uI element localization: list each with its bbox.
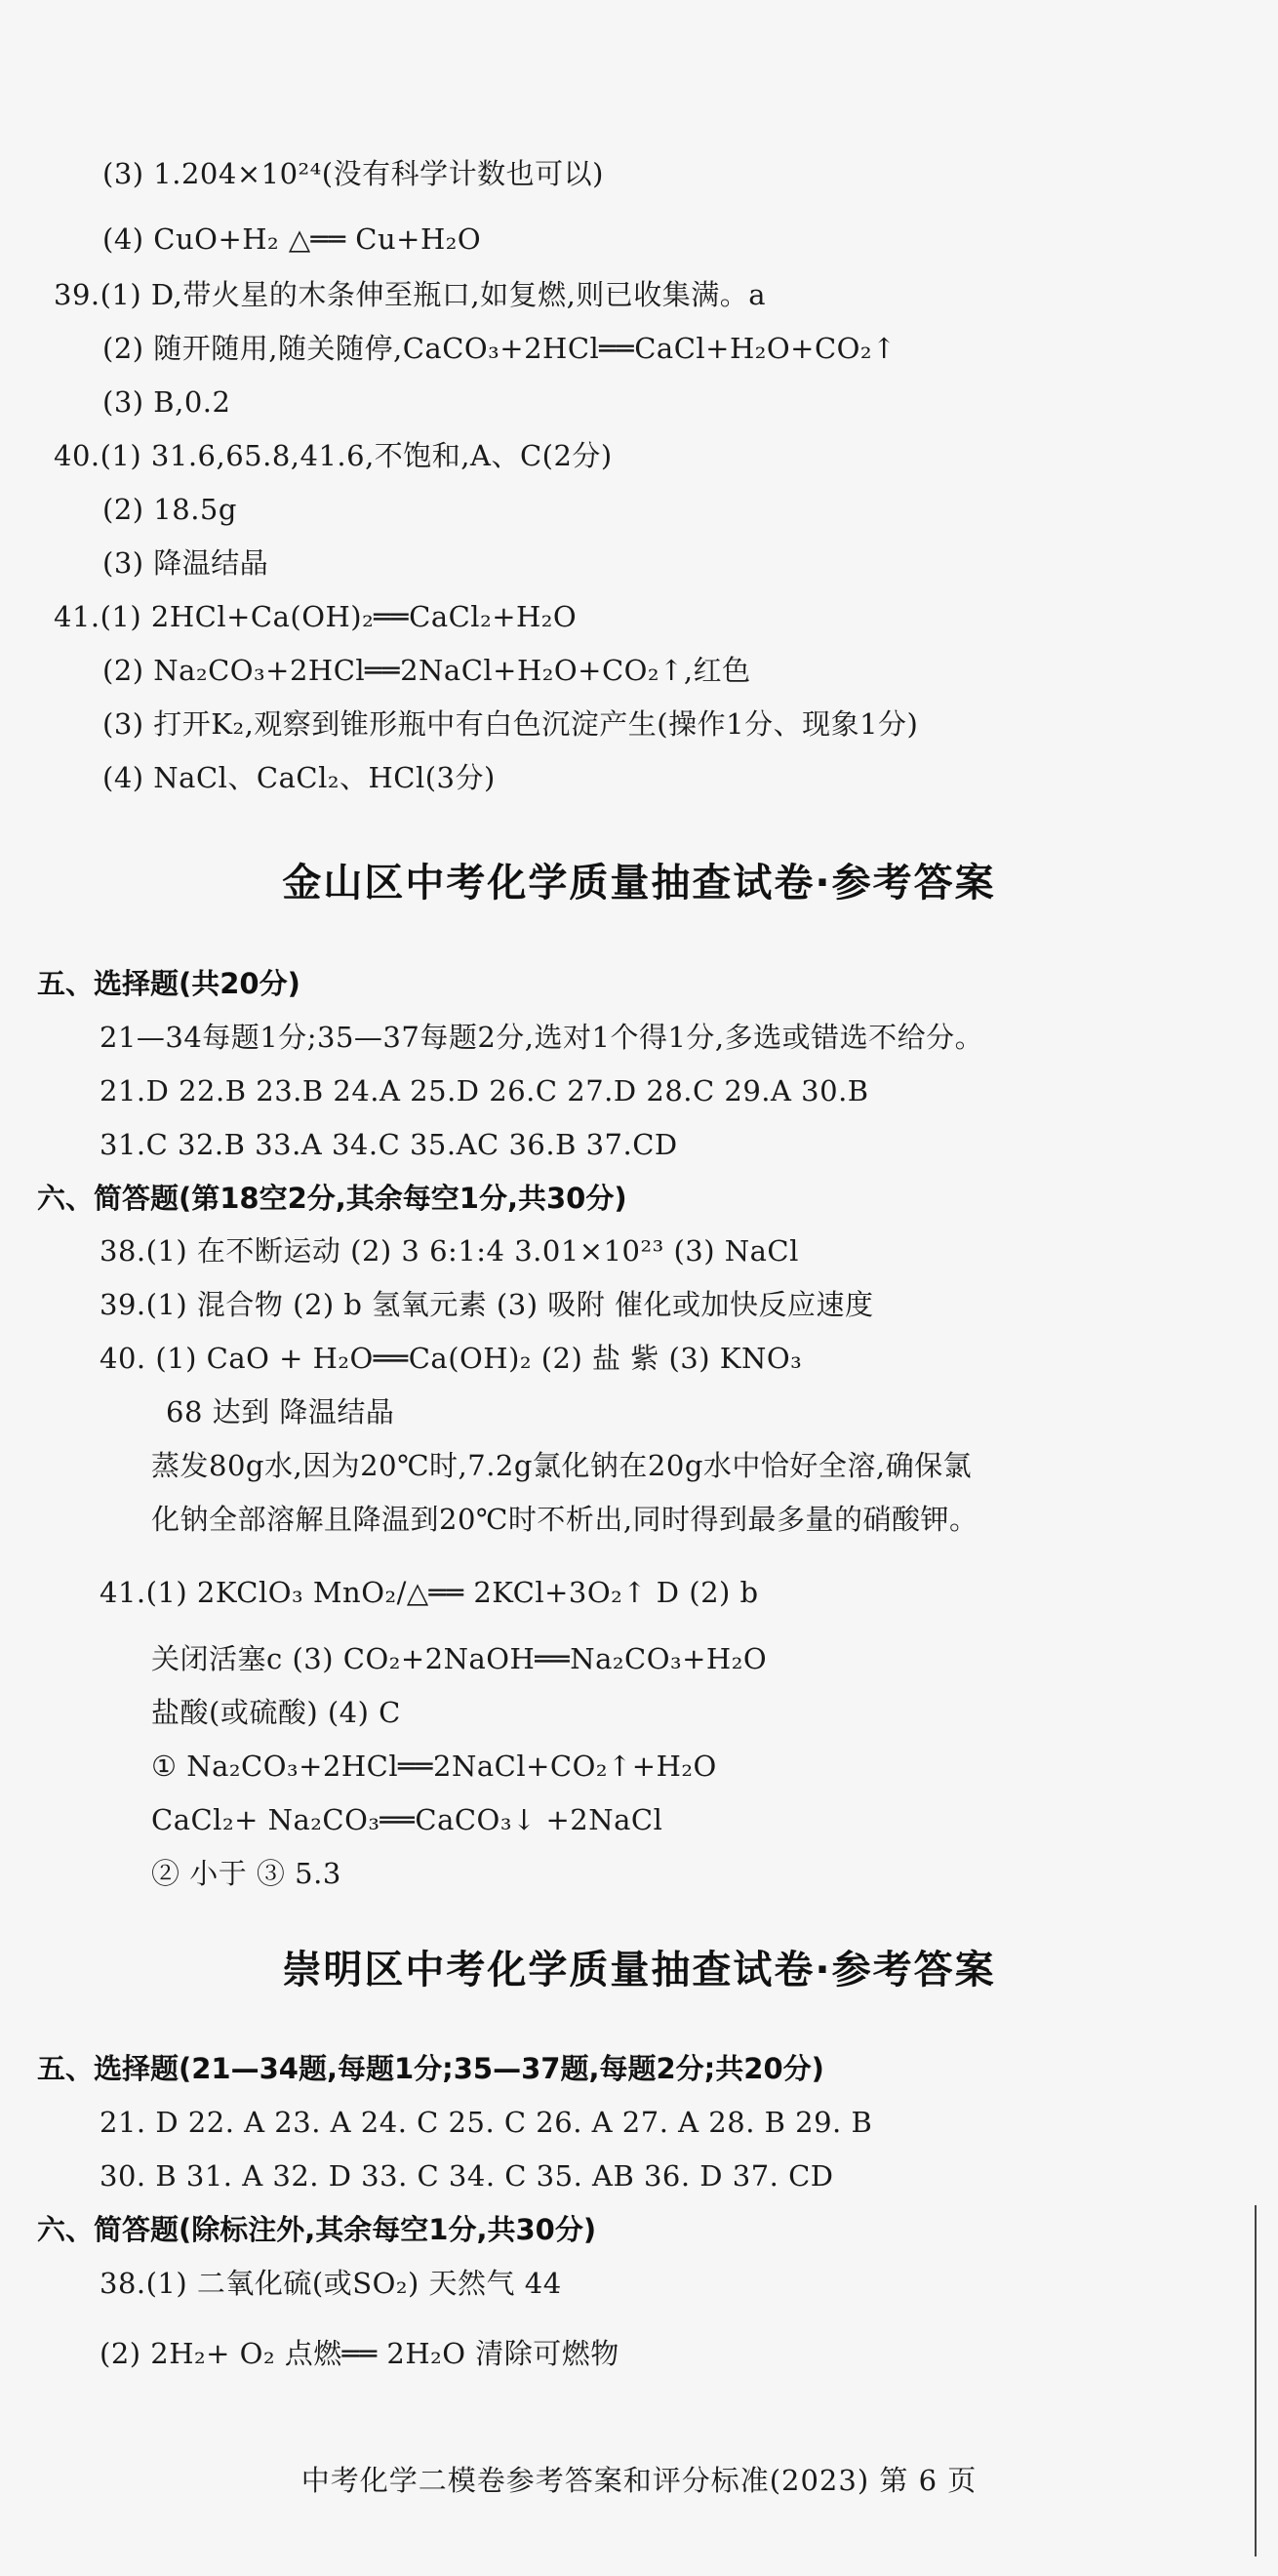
- answer-line: 68 达到 降温结晶: [166, 1395, 395, 1429]
- answer-line: (3) B,0.2: [102, 385, 231, 419]
- answer-line: (2) 随开随用,随关随停,CaCO₃+2HCl══CaCl+H₂O+CO₂↑: [102, 332, 897, 365]
- answer-line: (4) CuO+H₂ △══ Cu+H₂O: [102, 222, 482, 256]
- answer-line: (3) 1.204×10²⁴(没有科学计数也可以): [102, 157, 604, 190]
- answer-line: 39.(1) 混合物 (2) b 氢氧元素 (3) 吸附 催化或加快反应速度: [100, 1288, 874, 1321]
- section-title-chongming: 崇明区中考化学质量抽查试卷·参考答案: [282, 1948, 996, 1992]
- answer-line: 30. B 31. A 32. D 33. C 34. C 35. AB 36. D 37. CD: [100, 2159, 834, 2193]
- section-heading-short-answer: 六、简答题(除标注外,其余每空1分,共30分): [37, 2213, 597, 2246]
- answer-line: ② 小于 ③ 5.3: [151, 1857, 341, 1890]
- answer-line: 40. (1) CaO + H₂O══Ca(OH)₂ (2) 盐 紫 (3) KNO₃: [100, 1342, 803, 1375]
- page-edge-divider: [1255, 2205, 1257, 2556]
- answer-line: 38.(1) 二氧化硫(或SO₂) 天然气 44: [100, 2267, 562, 2300]
- answer-line: (2) 2H₂+ O₂ 点燃══ 2H₂O 清除可燃物: [100, 2337, 619, 2370]
- answer-line: 38.(1) 在不断运动 (2) 3 6:1:4 3.01×10²³ (3) NaCl: [100, 1234, 799, 1268]
- answer-line: 21.D 22.B 23.B 24.A 25.D 26.C 27.D 28.C 29.A 30.B: [100, 1074, 869, 1107]
- answer-line: (2) Na₂CO₃+2HCl══2NaCl+H₂O+CO₂↑,红色: [102, 654, 751, 687]
- page-footer: 中考化学二模卷参考答案和评分标准(2023) 第 6 页: [300, 2464, 978, 2497]
- answer-line: 41.(1) 2KClO₃ MnO₂/△══ 2KCl+3O₂↑ D (2) b: [100, 1576, 759, 1609]
- answer-line: 化钠全部溶解且降温到20℃时不析出,同时得到最多量的硝酸钾。: [151, 1503, 978, 1536]
- answer-line: 39.(1) D,带火星的木条伸至瓶口,如复燃,则已收集满。a: [54, 278, 767, 311]
- answer-line: (3) 降温结晶: [102, 546, 269, 580]
- section-heading-short-answer: 六、简答题(第18空2分,其余每空1分,共30分): [37, 1182, 627, 1215]
- answer-line: 41.(1) 2HCl+Ca(OH)₂══CaCl₂+H₂O: [54, 600, 578, 633]
- answer-line: ① Na₂CO₃+2HCl══2NaCl+CO₂↑+H₂O: [151, 1750, 717, 1783]
- answer-line: 盐酸(或硫酸) (4) C: [151, 1696, 401, 1729]
- answer-line: (4) NaCl、CaCl₂、HCl(3分): [102, 761, 496, 794]
- section-heading-choice: 五、选择题(21—34题,每题1分;35—37题,每题2分;共20分): [37, 2052, 824, 2085]
- answer-line: 31.C 32.B 33.A 34.C 35.AC 36.B 37.CD: [100, 1128, 678, 1161]
- section-heading-choice: 五、选择题(共20分): [37, 967, 300, 1000]
- answer-line: (3) 打开K₂,观察到锥形瓶中有白色沉淀产生(操作1分、现象1分): [102, 707, 919, 741]
- answer-line: 21. D 22. A 23. A 24. C 25. C 26. A 27. A 28. B 29. B: [100, 2106, 873, 2139]
- section-title-jinshan: 金山区中考化学质量抽查试卷·参考答案: [282, 861, 996, 906]
- answer-line: 关闭活塞c (3) CO₂+2NaOH══Na₂CO₃+H₂O: [151, 1642, 768, 1675]
- answer-line: CaCl₂+ Na₂CO₃══CaCO₃↓ +2NaCl: [151, 1803, 663, 1836]
- answer-line: 21—34每题1分;35—37每题2分,选对1个得1分,多选或错选不给分。: [100, 1021, 984, 1054]
- answer-line: 40.(1) 31.6,65.8,41.6,不饱和,A、C(2分): [54, 439, 613, 472]
- answer-line: 蒸发80g水,因为20℃时,7.2g氯化钠在20g水中恰好全溶,确保氯: [151, 1449, 973, 1482]
- answer-line: (2) 18.5g: [102, 493, 237, 526]
